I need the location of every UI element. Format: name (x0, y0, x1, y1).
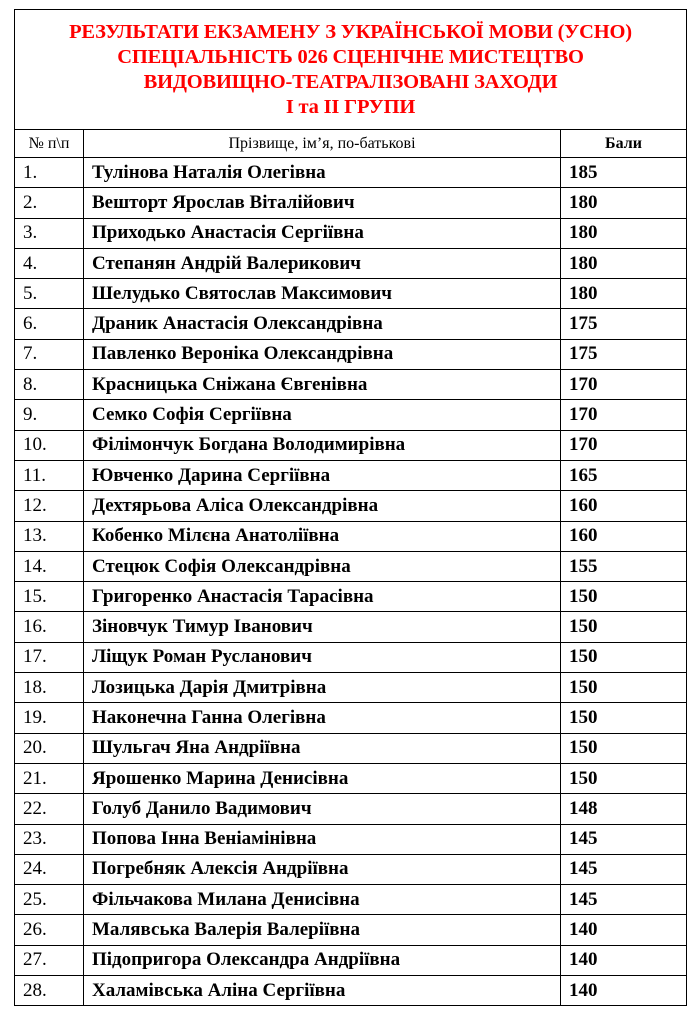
table-row (15, 915, 687, 945)
row-name: Зіновчук Тимур Іванович (84, 612, 561, 642)
row-score: 175 (561, 309, 687, 339)
row-name: Степанян Андрій Валерикович (84, 248, 561, 278)
row-score: 160 (561, 521, 687, 551)
row-name: Кобенко Мілєна Анатоліївна (84, 521, 561, 551)
row-number: 15. (15, 582, 84, 612)
row-number: 19. (15, 703, 84, 733)
row-score: 150 (561, 673, 687, 703)
header-row (15, 130, 687, 158)
table-row (15, 551, 687, 581)
title-line-4: І та ІІ ГРУПИ (285, 95, 416, 118)
row-number: 27. (15, 945, 84, 975)
row-name: Лозицька Дарія Дмитрівна (84, 673, 561, 703)
row-name: Дехтярьова Аліса Олександрівна (84, 491, 561, 521)
row-name: Підопригора Олександра Андріївна (84, 945, 561, 975)
row-number: 8. (15, 370, 84, 400)
row-name: Павленко Вероніка Олександрівна (84, 339, 561, 369)
row-name: Вешторт Ярослав Віталійович (84, 188, 561, 218)
row-score: 185 (561, 158, 687, 188)
row-name: Малявська Валерія Валеріївна (84, 915, 561, 945)
row-name: Стецюк Софія Олександрівна (84, 551, 561, 581)
row-name: Ювченко Дарина Сергіївна (84, 460, 561, 490)
row-score: 170 (561, 430, 687, 460)
row-score: 150 (561, 582, 687, 612)
table-row (15, 460, 687, 490)
row-number: 23. (15, 824, 84, 854)
table-row (15, 430, 687, 460)
table-row (15, 158, 687, 188)
table-row (15, 370, 687, 400)
row-number: 18. (15, 673, 84, 703)
row-name: Ліщук Роман Русланович (84, 642, 561, 672)
title-line-3: ВИДОВИЩНО-ТЕАТРАЛІЗОВАНІ ЗАХОДИ (143, 70, 558, 93)
table-row (15, 521, 687, 551)
row-number: 24. (15, 854, 84, 884)
row-number: 21. (15, 763, 84, 793)
row-score: 145 (561, 824, 687, 854)
row-name: Філімончук Богдана Володимирівна (84, 430, 561, 460)
row-number: 13. (15, 521, 84, 551)
table-row (15, 309, 687, 339)
row-score: 150 (561, 703, 687, 733)
row-name: Наконечна Ганна Олегівна (84, 703, 561, 733)
row-name: Шелудько Святослав Максимович (84, 279, 561, 309)
row-name: Семко Софія Сергіївна (84, 400, 561, 430)
row-name: Ярошенко Марина Денисівна (84, 763, 561, 793)
row-number: 14. (15, 551, 84, 581)
row-number: 22. (15, 794, 84, 824)
results-table (14, 9, 687, 1006)
row-name: Григоренко Анастасія Тарасівна (84, 582, 561, 612)
table-row (15, 733, 687, 763)
row-score: 175 (561, 339, 687, 369)
table-row (15, 794, 687, 824)
table-row (15, 400, 687, 430)
row-score: 180 (561, 188, 687, 218)
table-row (15, 976, 687, 1006)
row-score: 165 (561, 460, 687, 490)
table-row (15, 673, 687, 703)
table-row (15, 854, 687, 884)
row-number: 6. (15, 309, 84, 339)
title-line-2: СПЕЦІАЛЬНІСТЬ 026 СЦЕНІЧНЕ МИСТЕЦТВО (117, 45, 584, 68)
table-row (15, 642, 687, 672)
row-number: 28. (15, 976, 84, 1006)
row-number: 11. (15, 460, 84, 490)
table-row (15, 582, 687, 612)
row-name: Приходько Анастасія Сергіївна (84, 218, 561, 248)
row-score: 140 (561, 945, 687, 975)
table-row (15, 279, 687, 309)
table-row (15, 703, 687, 733)
row-score: 150 (561, 733, 687, 763)
row-name: Фільчакова Милана Денисівна (84, 885, 561, 915)
row-number: 2. (15, 188, 84, 218)
table-row (15, 945, 687, 975)
row-name: Халамівська Аліна Сергіївна (84, 976, 561, 1006)
row-score: 180 (561, 218, 687, 248)
row-name: Драник Анастасія Олександрівна (84, 309, 561, 339)
row-score: 160 (561, 491, 687, 521)
row-score: 140 (561, 976, 687, 1006)
row-name: Красницька Сніжана Євгенівна (84, 370, 561, 400)
table-row (15, 824, 687, 854)
table-row (15, 339, 687, 369)
row-number: 20. (15, 733, 84, 763)
row-number: 4. (15, 248, 84, 278)
row-score: 148 (561, 794, 687, 824)
row-name: Погребняк Алексія Андріївна (84, 854, 561, 884)
row-number: 12. (15, 491, 84, 521)
header-number: № п\п (15, 130, 84, 158)
row-number: 3. (15, 218, 84, 248)
row-score: 140 (561, 915, 687, 945)
row-name: Попова Інна Веніамінівна (84, 824, 561, 854)
header-name: Прізвище, ім’я, по-батькові (84, 130, 561, 158)
row-number: 17. (15, 642, 84, 672)
row-score: 180 (561, 248, 687, 278)
row-score: 150 (561, 612, 687, 642)
header-score: Бали (561, 130, 687, 158)
row-number: 25. (15, 885, 84, 915)
row-number: 26. (15, 915, 84, 945)
title-row (15, 10, 687, 130)
table-row (15, 763, 687, 793)
row-score: 150 (561, 763, 687, 793)
row-name: Шульгач Яна Андріївна (84, 733, 561, 763)
table-row (15, 218, 687, 248)
row-score: 145 (561, 885, 687, 915)
table-row (15, 612, 687, 642)
row-number: 9. (15, 400, 84, 430)
row-number: 16. (15, 612, 84, 642)
table-row (15, 188, 687, 218)
results-document (14, 9, 686, 1006)
row-score: 155 (561, 551, 687, 581)
row-number: 1. (15, 158, 84, 188)
table-row (15, 885, 687, 915)
row-name: Голуб Данило Вадимович (84, 794, 561, 824)
row-score: 170 (561, 400, 687, 430)
row-number: 10. (15, 430, 84, 460)
row-number: 5. (15, 279, 84, 309)
title-line-1: РЕЗУЛЬТАТИ ЕКЗАМЕНУ З УКРАЇНСЬКОЇ МОВИ (УСНО) (69, 20, 632, 43)
row-score: 170 (561, 370, 687, 400)
row-number: 7. (15, 339, 84, 369)
table-row (15, 491, 687, 521)
row-name: Тулінова Наталія Олегівна (84, 158, 561, 188)
row-score: 145 (561, 854, 687, 884)
row-score: 180 (561, 279, 687, 309)
title-block (15, 10, 687, 130)
table-row (15, 248, 687, 278)
row-score: 150 (561, 642, 687, 672)
